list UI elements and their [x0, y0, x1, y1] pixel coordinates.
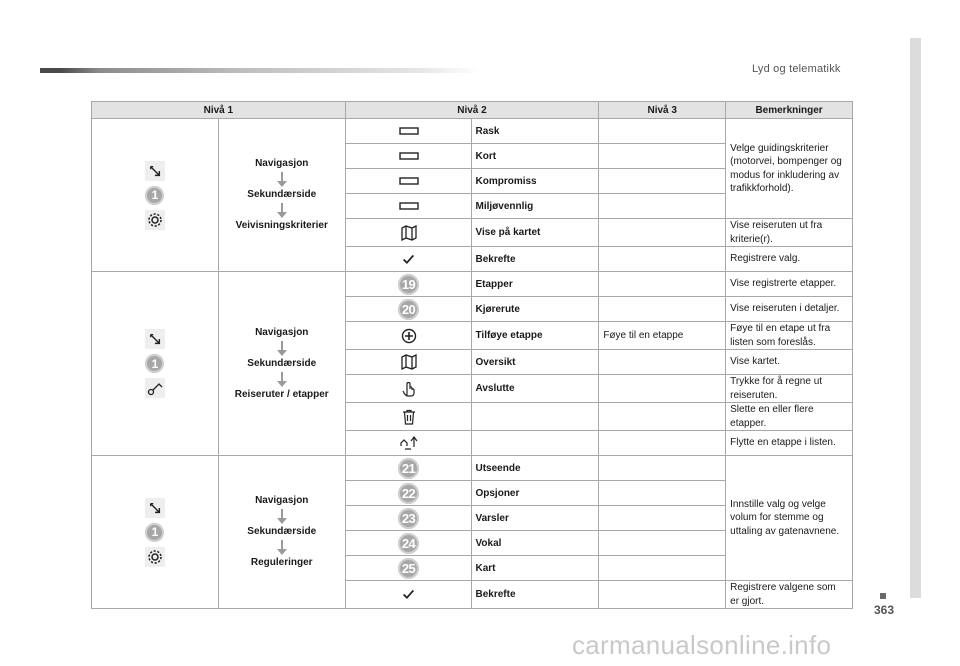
page-number: 363	[874, 603, 895, 617]
level3-cell	[599, 431, 726, 456]
remark-cell: Velge guidingskriterier (motorvei, bompenger og modus for inkludering av trafikkforhold).	[726, 119, 853, 219]
move-icon	[345, 431, 472, 456]
level1-icons	[92, 119, 219, 272]
remark-cell: Registrere valgene som er gjort.	[726, 581, 853, 609]
badge-cell	[345, 556, 472, 581]
table-row	[92, 456, 853, 481]
route-criteria-icon	[145, 210, 165, 230]
number-badge: 24	[398, 533, 419, 554]
badge-cell	[345, 456, 472, 481]
number-badge: 23	[398, 508, 419, 529]
page-mark	[880, 593, 886, 599]
hand-icon	[345, 375, 472, 403]
remark-cell: Registrere valg.	[726, 247, 853, 272]
level2-label: Rask	[472, 119, 599, 144]
watermark: carmanualsonline.info	[572, 630, 832, 660]
section-title: Lyd og telematikk	[752, 63, 841, 75]
level3-cell	[599, 581, 726, 609]
level2-label: Opsjoner	[472, 481, 599, 506]
level1-item: Sekundærside	[247, 357, 317, 369]
map-icon	[345, 219, 472, 247]
number-badge: 21	[398, 458, 419, 479]
level1-item: Navigasjon	[255, 495, 309, 506]
remark-cell: Innstille valg og velge volum for stemme og uttaling av gatenavnene.	[726, 456, 853, 581]
header-rule	[40, 68, 480, 73]
number-badge: 20	[398, 299, 419, 320]
remark-cell: Vise registrerte etapper.	[726, 272, 853, 297]
remark-cell: Vise reiseruten i detaljer.	[726, 297, 853, 322]
col-header-level2: Nivå 2	[345, 102, 599, 119]
remark-cell: Flytte en etappe i listen.	[726, 431, 853, 456]
level3-cell	[599, 481, 726, 506]
itinerary-icon	[145, 378, 165, 398]
col-header-level3: Nivå 3	[599, 102, 726, 119]
level3-cell	[599, 350, 726, 375]
route-option-icon	[345, 169, 472, 194]
route-option-icon	[345, 144, 472, 169]
level1-icons	[92, 272, 219, 456]
menu-table	[91, 101, 853, 609]
level1-item: Reiseruter / etapper	[234, 388, 329, 400]
badge-cell	[345, 272, 472, 297]
level3-cell	[599, 144, 726, 169]
level2-label: Vokal	[472, 531, 599, 556]
level2-label: Bekrefte	[472, 247, 599, 272]
down-arrow-icon	[277, 372, 287, 387]
level3-cell	[599, 272, 726, 297]
remark-cell: Vise reiseruten ut fra kriterie(r).	[726, 219, 853, 247]
level3-cell: Føye til en etappe	[599, 322, 726, 350]
remark-cell: Slette en eller flere etapper.	[726, 403, 853, 431]
badge-cell	[345, 531, 472, 556]
remark-cell: Føye til en etape ut fra listen som foreslås.	[726, 322, 853, 350]
number-badge: 19	[398, 274, 419, 295]
remark-cell: Vise kartet.	[726, 350, 853, 375]
level2-label: Oversikt	[472, 350, 599, 375]
level3-cell	[599, 219, 726, 247]
level3-cell	[599, 531, 726, 556]
level1-item: Sekundærside	[247, 526, 317, 537]
sidebar-strip	[910, 38, 921, 598]
level1-item: Navigasjon	[255, 158, 309, 169]
level3-cell	[599, 194, 726, 219]
route-option-icon	[345, 194, 472, 219]
level1-item: Veivisningskriterier	[235, 220, 328, 231]
route-option-icon	[345, 119, 472, 144]
level3-cell	[599, 297, 726, 322]
level2-label: Vise på kartet	[472, 219, 599, 247]
level3-cell	[599, 506, 726, 531]
map-icon	[345, 350, 472, 375]
level1-item: Reguleringer	[250, 557, 313, 568]
level1-path	[218, 272, 345, 456]
level2-label: Varsler	[472, 506, 599, 531]
level2-label: Kjørerute	[472, 297, 599, 322]
level1-item: Navigasjon	[255, 326, 309, 338]
level1-path	[218, 119, 345, 272]
level2-label: Tilføye etappe	[472, 322, 599, 350]
level2-label	[472, 431, 599, 456]
trash-icon	[345, 403, 472, 431]
down-arrow-icon	[277, 509, 287, 524]
badge-cell	[345, 481, 472, 506]
level3-cell	[599, 403, 726, 431]
level1-item: Sekundærside	[247, 189, 317, 200]
add-circle-icon	[345, 322, 472, 350]
navigation-icon	[145, 498, 165, 518]
level1-icons	[92, 456, 219, 609]
level2-label: Miljøvennlig	[472, 194, 599, 219]
number-badge: 25	[398, 558, 419, 579]
level2-label: Kompromiss	[472, 169, 599, 194]
level2-label: Kort	[472, 144, 599, 169]
down-arrow-icon	[277, 203, 287, 218]
down-arrow-icon	[277, 540, 287, 555]
badge-cell	[345, 506, 472, 531]
step-badge: 1	[145, 186, 164, 205]
col-header-level1: Nivå 1	[92, 102, 346, 119]
level2-label: Bekrefte	[472, 581, 599, 609]
level3-cell	[599, 375, 726, 403]
number-badge: 22	[398, 483, 419, 504]
level3-cell	[599, 169, 726, 194]
down-arrow-icon	[277, 341, 287, 356]
level3-cell	[599, 247, 726, 272]
col-header-remarks: Bemerkninger	[726, 102, 853, 119]
navigation-icon	[145, 161, 165, 181]
level1-path	[218, 456, 345, 609]
step-badge: 1	[145, 354, 164, 373]
level2-label: Etapper	[472, 272, 599, 297]
check-icon	[345, 247, 472, 272]
settings-icon	[145, 547, 165, 567]
table-row	[92, 272, 853, 297]
badge-cell	[345, 297, 472, 322]
level2-label	[472, 403, 599, 431]
table-row	[92, 119, 853, 144]
table-header-row	[92, 102, 853, 119]
level3-cell	[599, 119, 726, 144]
level2-label: Kart	[472, 556, 599, 581]
navigation-icon	[145, 329, 165, 349]
down-arrow-icon	[277, 172, 287, 187]
level2-label: Utseende	[472, 456, 599, 481]
remark-cell: Trykke for å regne ut reiseruten.	[726, 375, 853, 403]
level2-label: Avslutte	[472, 375, 599, 403]
level3-cell	[599, 456, 726, 481]
step-badge: 1	[145, 523, 164, 542]
level3-cell	[599, 556, 726, 581]
check-icon	[345, 581, 472, 609]
